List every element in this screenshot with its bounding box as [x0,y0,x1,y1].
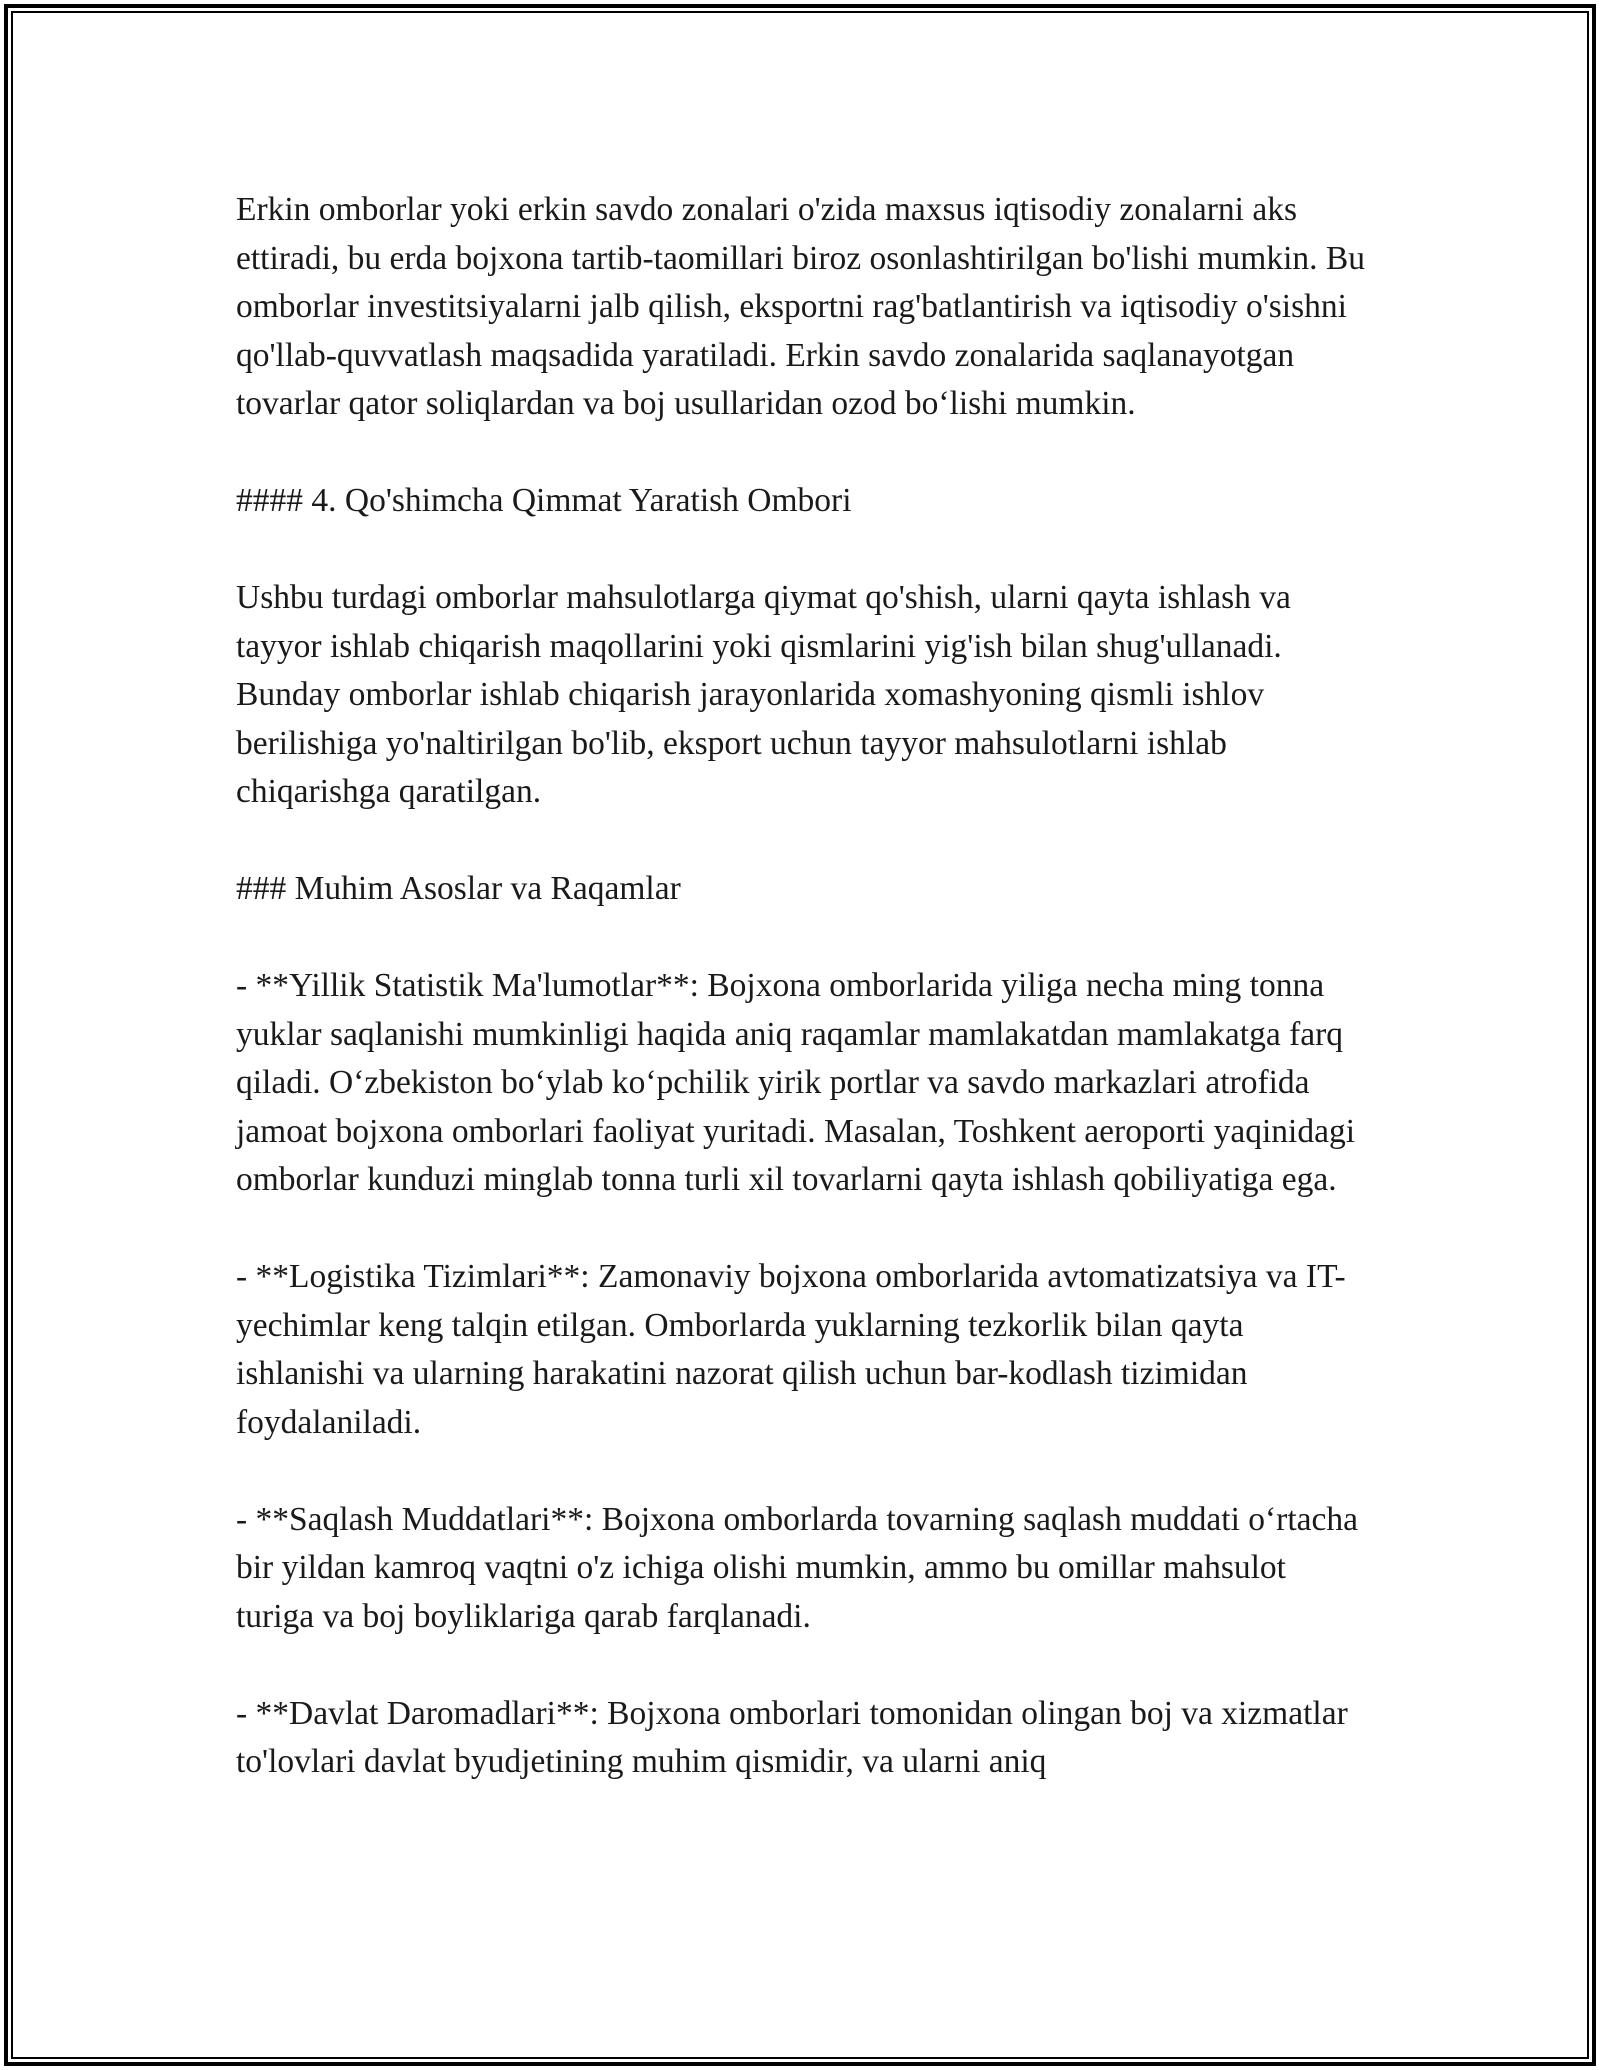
list-item-annual-statistics: - **Yillik Statistik Ma'lumotlar**: Bojxona omborlarida yiliga necha ming tonna yuklar saqlanishi mumkinligi haqida aniq raqamlar mamlakatdan mamlakatga farq qiladi. O‘zbekiston bo‘ylab ko‘pchilik yirik portlar va savdo markazlari atrofida jamoat bojxona omborlari faoliyat yuritadi. Masalan, Toshkent aeroporti yaqinidagi omborlar kunduzi minglab tonna turli xil tovarlarni qayta ishlash qobiliyatiga ega. [236,967,1355,1198]
list-item-logistics-systems: - **Logistika Tizimlari**: Zamonaviy bojxona omborlarida avtomatizatsiya va IT-yechimlar keng talqin etilgan. Omborlarda yuklarning tezkorlik bilan qayta ishlanishi va ularning harakatini nazorat qilish uchun bar-kodlash tizimidan foydalaniladi. [236,1258,1346,1441]
list-item-storage-periods: - **Saqlash Muddatlari**: Bojxona omborlarda tovarning saqlash muddati o‘rtacha bir yildan kamroq vaqtni o'z ichiga olishi mumkin, ammo bu omillar mahsulot turiga va boj boyliklariga qarab farqlanadi. [236,1500,1358,1635]
list-item-state-revenues: - **Davlat Daromadlari**: Bojxona omborlari tomonidan olingan boj va xizmatlar to'lovlari davlat byudjetining muhim qismidir, va ularni aniq [236,1694,1348,1780]
heading-value-added-warehouse: #### 4. Qo'shimcha Qimmat Yaratish Ombori [236,482,852,519]
heading-key-facts: ### Muhim Asoslar va Raqamlar [236,870,681,907]
paragraph-value-added: Ushbu turdagi omborlar mahsulotlarga qiymat qo'shish, ularni qayta ishlash va tayyor ishlab chiqarish maqollarini yoki qismlarini yig'ish bilan shug'ullanadi. Bunday omborlar ishlab chiqarish jarayonlarida xomashyoning qismli ishlov berilishiga yo'naltirilgan bo'lib, eksport uchun tayyor mahsulotlarni ishlab chiqarishga qaratilgan. [236,579,1291,810]
document-body [236,186,1366,1787]
paragraph-free-zones: Erkin omborlar yoki erkin savdo zonalari o'zida maxsus iqtisodiy zonalarni aks ettiradi, bu erda bojxona tartib-taomillari biroz osonlashtirilgan bo'lishi mumkin. Bu omborlar investitsiyalarni jalb qilish, eksportni rag'batlantirish va iqtisodiy o'sishni qo'llab-quvvatlash maqsadida yaratiladi. Erkin savdo zonalarida saqlanayotgan tovarlar qator soliqlardan va boj usullaridan ozod bo‘lishi mumkin. [236,191,1366,422]
